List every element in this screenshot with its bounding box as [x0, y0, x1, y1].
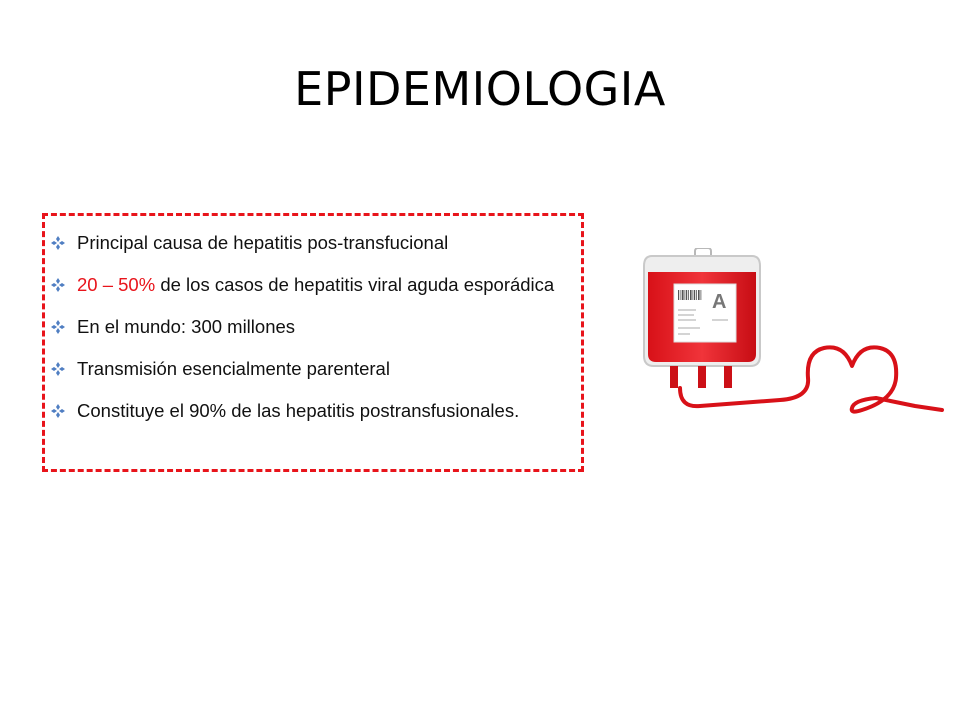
bullet-box	[42, 213, 584, 472]
bullet-text: Constituye el 90% de las hepatitis postransfusionales.	[77, 400, 520, 421]
diamond-bullet-icon	[51, 278, 65, 292]
diamond-bullet-icon	[51, 320, 65, 334]
bullet-highlight: 20 – 50%	[77, 274, 156, 295]
blood-type-letter: A	[712, 291, 727, 313]
diamond-bullet-icon	[51, 404, 65, 418]
bullet-text: Principal causa de hepatitis pos-transfucional	[77, 232, 449, 253]
slide-title: EPIDEMIOLOGIA	[294, 62, 666, 116]
blood-bag-heart-icon	[640, 248, 945, 433]
bullet-list	[47, 231, 577, 441]
bullet-item	[47, 357, 577, 381]
bullet-text: Transmisión esencialmente parenteral	[77, 358, 390, 379]
bullet-text: En el mundo: 300 millones	[77, 316, 296, 337]
bullet-item	[47, 315, 577, 339]
bullet-item	[47, 273, 577, 297]
diamond-bullet-icon	[51, 362, 65, 376]
bullet-text: de los casos de hepatitis viral aguda esporádica	[155, 274, 555, 295]
diamond-bullet-icon	[51, 236, 65, 250]
bullet-item	[47, 399, 577, 423]
bullet-item	[47, 231, 577, 255]
